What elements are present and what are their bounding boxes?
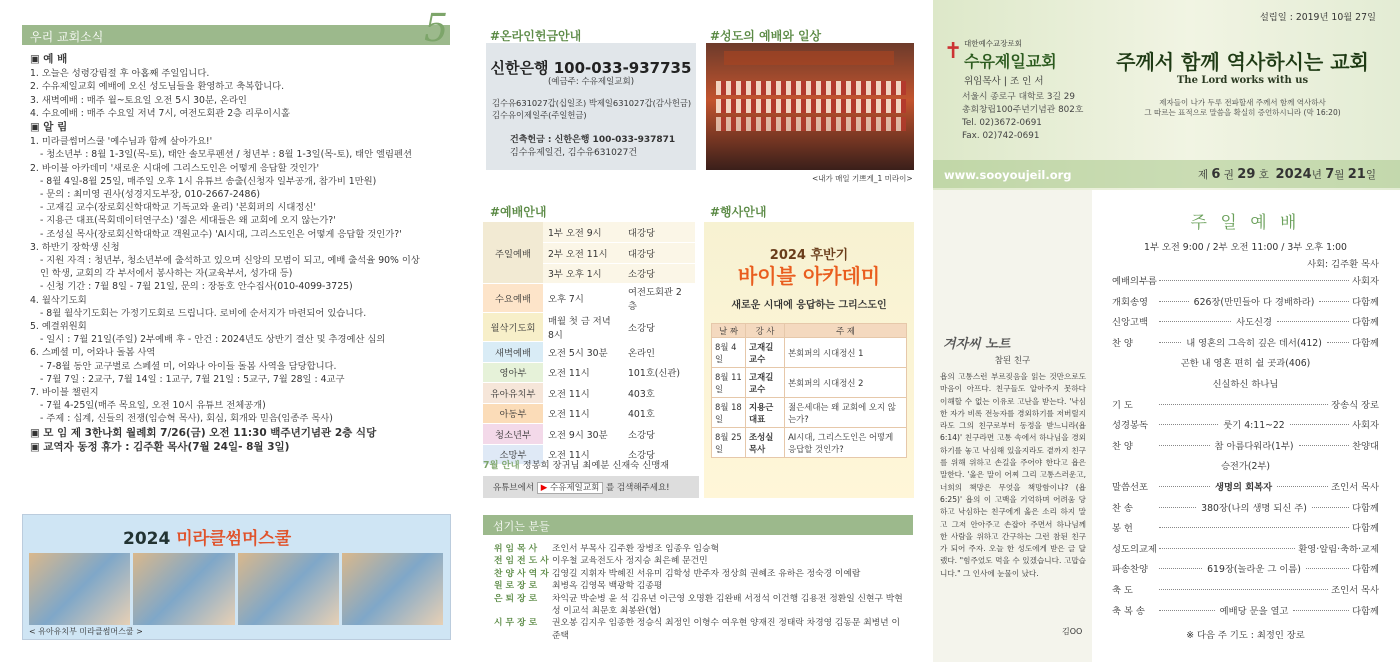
order-continuation: 곤한 내 영혼 편히 쉴 곳과(406) bbox=[1180, 358, 1311, 370]
schedule-date: 8월 4일 bbox=[712, 338, 746, 368]
schedule-row bbox=[712, 368, 907, 398]
order-leader: 조인서 목사 bbox=[1331, 481, 1380, 493]
news-line: - 일시 : 7월 21일(주일) 2부예배 후 - 안건 : 2024년도 상반기 결산 및 추경예산 심의 bbox=[40, 334, 386, 346]
worship-name: 월삭기도회 bbox=[483, 313, 543, 342]
order-name: 찬 양 bbox=[1112, 337, 1133, 349]
news-line: - 8월 4일-8월 25일, 매주일 오후 1시 유튜브 송출(신청자 일부공개, 참가비 1만원) bbox=[40, 175, 377, 187]
order-item bbox=[1112, 273, 1379, 294]
cross-icon: ✝ bbox=[944, 39, 963, 64]
servant-row bbox=[494, 568, 908, 580]
order-content: 참 아름다워라(1부) bbox=[1214, 440, 1294, 452]
order-name: 말씀선포 bbox=[1112, 481, 1148, 493]
worship-name: 주일예배 bbox=[483, 222, 543, 284]
event-title: #행사안내 bbox=[710, 205, 767, 219]
servant-names: 김영길 지휘자 박혜진 서유미 김학성 반주자 정상희 권혜조 유하은 정숙경 이예람 bbox=[552, 568, 861, 579]
worship-row bbox=[483, 342, 695, 363]
offering-notes: 김수유631027갑(십일조) 박제일631027갑(감사헌금) 김수유이제일주(주일헌금) bbox=[492, 98, 692, 120]
schedule-date: 8월 18일 bbox=[712, 398, 746, 428]
leader-dots bbox=[1159, 507, 1196, 508]
news-line: - 7월 4-25일(매주 목요일, 오전 10시 유튜브 전체공개) bbox=[40, 400, 266, 412]
order-content: 생명의 회복자 bbox=[1215, 481, 1273, 493]
order-name: 봉 헌 bbox=[1112, 523, 1133, 535]
worship-name: 영아부 bbox=[483, 362, 543, 383]
next-week-prayer: ※ 다음 주 기도 : 최정인 장로 bbox=[1186, 630, 1305, 641]
poster-title: 바이블 아카데미 bbox=[737, 264, 881, 288]
order-name: 예배의부름 bbox=[1112, 276, 1157, 287]
order-leader: 사회자 bbox=[1352, 276, 1379, 287]
worship-place: 소강당 bbox=[623, 313, 695, 342]
order-item bbox=[1112, 294, 1379, 315]
leader-dots bbox=[1159, 342, 1181, 343]
order-leader: 장송식 장로 bbox=[1331, 399, 1379, 411]
servant-row bbox=[494, 543, 908, 555]
news-line: - 7월 7일 : 2교구, 7월 14일 : 1교구, 7월 21일 : 5교구, 7월 28일 : 4교구 bbox=[40, 373, 345, 385]
worship-title: #예배안내 bbox=[490, 205, 547, 219]
order-name: 기 도 bbox=[1112, 399, 1133, 411]
servant-row bbox=[494, 593, 908, 618]
photo-caption: <내가 매일 기쁘게_1 미라이> bbox=[812, 174, 913, 183]
news-line: - 청소년부 : 8월 1-3일(목-토), 태안 솔모루펜션 / 청년부 : 8월 1-3일(목-토), 태안 엘림펜션 bbox=[40, 149, 412, 161]
leader-dots bbox=[1277, 321, 1349, 322]
order-name: 성도의교제 bbox=[1112, 543, 1157, 555]
order-leader: 다함께 bbox=[1352, 564, 1380, 576]
leader-dots bbox=[1159, 486, 1210, 487]
order-leader: 다함께 bbox=[1352, 337, 1379, 349]
worship-time: 오전 11시 bbox=[543, 383, 623, 404]
news-heading: ▣ 알 림 bbox=[30, 121, 460, 134]
order-name: 찬 양 bbox=[1112, 440, 1133, 452]
church-news bbox=[30, 52, 460, 455]
servant-row bbox=[494, 555, 908, 567]
worship-time: 2부 오전 11시 bbox=[543, 243, 623, 264]
order-name: 축 도 bbox=[1112, 584, 1133, 596]
order-item bbox=[1112, 376, 1379, 397]
issue-info: 제 6 권 29 호 2024년 7월 21일 bbox=[1197, 167, 1376, 182]
leader-dots bbox=[1159, 280, 1349, 281]
schedule-date: 8월 25일 bbox=[712, 428, 746, 458]
section-header bbox=[22, 25, 450, 45]
section-title: 우리 교회소식 bbox=[30, 30, 104, 44]
banner-caption: < 유아유치부 미라클썸머스쿨 > bbox=[29, 627, 143, 636]
news-heading: ▣ 모 임 제 3한나회 월례회 7/26(금) 오전 11:30 백주년기념관 2층 식당 bbox=[30, 427, 460, 440]
worship-name: 새벽예배 bbox=[483, 342, 543, 363]
leader-dots bbox=[1319, 301, 1349, 302]
order-item bbox=[1112, 500, 1379, 521]
news-heading: ▣ 예 배 bbox=[30, 53, 460, 66]
worship-time: 오전 9시 30분 bbox=[543, 424, 623, 445]
order-of-worship bbox=[1112, 273, 1379, 623]
schedule-date: 8월 11일 bbox=[712, 368, 746, 398]
youtube-notice: 유튜브에서 ▶ 수유제일교회 를 검색해주세요! bbox=[483, 476, 699, 498]
news-line: - 지원 자격 : 청년부, 청소년부에 출석하고 있으며 신앙의 모범이 되고, 예배 출석율 90% 이상 bbox=[40, 255, 420, 267]
news-line: 4. 수요예배 : 매주 수요일 저녁 7시, 여전도회관 2층 리루이시홀 bbox=[30, 107, 290, 119]
schedule-row bbox=[712, 338, 907, 368]
worship-row bbox=[483, 362, 695, 383]
order-item bbox=[1112, 458, 1379, 479]
worship-name: 수요예배 bbox=[483, 284, 543, 313]
order-item bbox=[1112, 335, 1379, 356]
order-content: 380장(나의 생명 되신 주) bbox=[1201, 502, 1307, 514]
schedule-topic: AI시대, 그리스도인은 어떻게 응답할 것인가? bbox=[785, 428, 907, 458]
news-line: 인 학생, 교회의 각 부서에서 봉사하는 자(교육부서, 성가대 등) bbox=[40, 268, 293, 280]
july-servants: 7월 안내 정봉희 장귀님 최예분 신재숙 신맹재 bbox=[483, 460, 670, 471]
founded-date: 설립일 : 2019년 10월 27일 bbox=[1259, 12, 1376, 23]
order-leader: 다함께 bbox=[1352, 296, 1380, 308]
order-leader: 다함께 bbox=[1352, 523, 1379, 535]
leader-dots bbox=[1159, 589, 1328, 590]
order-content: 626장(만민들아 다 경배하라) bbox=[1193, 296, 1315, 308]
worship-row bbox=[483, 313, 695, 342]
servant-role: 찬 양 사 역 자 bbox=[494, 568, 549, 579]
poster-subtitle: 2024 후반기 bbox=[769, 248, 849, 263]
servants-header: 섬기는 분들 bbox=[483, 515, 913, 535]
schedule-topic: 젊은세대는 왜 교회에 오지 않는가? bbox=[785, 398, 907, 428]
worship-time: 1부 오전 9시 bbox=[543, 222, 623, 243]
order-name: 성경봉독 bbox=[1112, 420, 1148, 432]
worship-row bbox=[483, 424, 695, 445]
worship-place: 대강당 bbox=[623, 222, 695, 243]
leader-dots bbox=[1159, 301, 1189, 302]
worship-place: 소강당 bbox=[623, 444, 695, 465]
photo-strip bbox=[29, 553, 443, 625]
servants-list bbox=[494, 543, 908, 642]
servant-names: 차익균 박순병 윤 석 김유년 이근영 오명환 김완배 서정석 이건행 김용전 정환일 신현구 박현성 이교석 최문호 최봉완(협) bbox=[552, 593, 903, 617]
leader-dots bbox=[1159, 527, 1349, 528]
order-content: 내 영혼의 그윽히 깊은 데서(412) bbox=[1186, 337, 1322, 349]
youtube-icon: ▶ bbox=[540, 483, 548, 493]
schedule-row bbox=[712, 428, 907, 458]
worship-name: 소망부 bbox=[483, 444, 543, 465]
worship-table bbox=[483, 222, 695, 465]
worship-name: 아동부 bbox=[483, 403, 543, 424]
leader-dots bbox=[1327, 342, 1349, 343]
leader-dots bbox=[1159, 321, 1231, 322]
news-line: 4. 월삭기도회 bbox=[30, 294, 87, 306]
schedule-topic: 본회퍼의 시대정신 2 bbox=[785, 368, 907, 398]
news-heading: ▣ 교역자 동정 휴가 : 김주환 목사(7월 24일- 8월 3일) bbox=[30, 441, 460, 454]
order-continuation: 신실하신 하나님 bbox=[1212, 378, 1279, 390]
schedule-row bbox=[712, 398, 907, 428]
news-line: 6. 스페셜 미, 어와나 돌봄 사역 bbox=[30, 347, 156, 359]
leader-dots bbox=[1159, 568, 1202, 569]
website-link[interactable]: www.sooyoujeil.org bbox=[944, 168, 1072, 182]
order-item bbox=[1112, 520, 1379, 541]
order-continuation: 승전가(2부) bbox=[1220, 461, 1271, 473]
servant-role: 원 로 장 로 bbox=[494, 581, 538, 592]
order-content: 예배당 문을 열고 bbox=[1219, 605, 1289, 617]
order-name: 파송찬양 bbox=[1112, 564, 1148, 576]
leader-dots bbox=[1290, 424, 1349, 425]
order-content: 619장(놀라운 그 이름) bbox=[1207, 564, 1301, 576]
news-line: 7. 바이블 챌린지 bbox=[30, 387, 99, 399]
worship-place: 401호 bbox=[623, 403, 695, 424]
worship-place: 101호(신관) bbox=[623, 362, 695, 383]
schedule-header: 날 짜 bbox=[712, 324, 746, 338]
schedule-speaker: 지용근 대표 bbox=[746, 398, 785, 428]
leader-dots bbox=[1159, 548, 1295, 549]
order-leader: 조인서 목사 bbox=[1331, 584, 1379, 596]
worship-time: 오후 7시 bbox=[543, 284, 623, 313]
worship-time: 오전 11시 bbox=[543, 444, 623, 465]
worship-row bbox=[483, 403, 695, 424]
news-line: - 고재길 교수(장로회신학대학교 기독교와 윤리) '본회퍼의 시대정신' bbox=[40, 202, 316, 214]
order-leader: 사회자 bbox=[1352, 420, 1379, 432]
servant-names: 최병옥 김영목 백광학 김종평 bbox=[552, 581, 663, 592]
news-line: 5. 예결위원회 bbox=[30, 321, 87, 333]
bible-academy-poster bbox=[704, 222, 914, 498]
worship-place: 대강당 bbox=[623, 243, 695, 264]
online-title: #온라인헌금안내 bbox=[490, 29, 582, 43]
leader-dots bbox=[1159, 404, 1328, 405]
order-item bbox=[1112, 541, 1379, 562]
leader-dots bbox=[1299, 445, 1350, 446]
worship-name: 유아유치부 bbox=[483, 383, 543, 404]
page-number: 5 bbox=[424, 6, 449, 50]
news-line: 3. 새벽예배 : 매주 월~토요일 오전 5시 30분, 온라인 bbox=[30, 94, 247, 106]
order-item bbox=[1112, 582, 1379, 603]
order-leader: 다함께 bbox=[1352, 317, 1380, 329]
news-line: - 8월 월삭기도회는 가정기도회로 드립니다. 로비에 순서지가 마련되어 있습니다. bbox=[40, 307, 367, 319]
worship-time: 3부 오후 1시 bbox=[543, 263, 623, 284]
worship-place: 온라인 bbox=[623, 342, 695, 363]
news-line: 2. 수유제일교회 예배에 오신 성도님들을 환영하고 축복합니다. bbox=[30, 81, 285, 93]
youtube-channel[interactable]: ▶ 수유제일교회 bbox=[537, 482, 604, 494]
note-signature: 김OO bbox=[1062, 627, 1083, 636]
order-item bbox=[1112, 438, 1379, 459]
leader-dots bbox=[1306, 568, 1349, 569]
servant-role: 위 임 목 사 bbox=[494, 544, 538, 554]
account-holder: (예금주: 수유제일교회) bbox=[547, 77, 635, 87]
schedule-speaker: 고재길 교수 bbox=[746, 368, 785, 398]
worship-name: 청소년부 bbox=[483, 424, 543, 445]
servant-names: 조인서 부목사 김주환 장병조 임종우 임승혁 bbox=[552, 544, 719, 554]
news-line: 1. 오늘은 성령강림절 후 아홉째 주일입니다. bbox=[30, 68, 210, 80]
order-item bbox=[1112, 355, 1379, 376]
news-line: - 7-8월 동안 교구별로 스페셜 미, 어와나 아이들 돌봄 사역을 담당합니다. bbox=[40, 360, 337, 372]
worship-place: 403호 bbox=[623, 383, 695, 404]
servant-names: 권오봉 김지우 임종한 정승식 최정인 이형수 여우현 양재진 정태락 차경영 김동문 최병년 이준택 bbox=[552, 618, 900, 641]
online-offering-box bbox=[486, 43, 696, 170]
church-logo: 대한예수교장로회 수유제일교회 위임목사 | 조 인 서 bbox=[964, 39, 1057, 87]
note-label: 겨자씨 노트 bbox=[943, 337, 1011, 352]
worship-place: 여전도회관 2층 bbox=[623, 284, 695, 313]
servant-role: 은 퇴 장 로 bbox=[494, 593, 538, 604]
worship-row bbox=[483, 222, 695, 243]
worship-row bbox=[483, 284, 695, 313]
schedule-header: 강 사 bbox=[746, 324, 785, 338]
order-name: 찬 송 bbox=[1112, 502, 1133, 514]
news-line: - 문의 : 최미영 권사(성경지도부장, 010-2667-2486) bbox=[40, 189, 260, 201]
order-item bbox=[1112, 561, 1379, 582]
order-name: 축 복 송 bbox=[1112, 605, 1145, 617]
worship-time: 오전 5시 30분 bbox=[543, 342, 623, 363]
schedule-speaker: 조성실 목사 bbox=[746, 428, 785, 458]
bank-account: 신한은행 100-033-937735 bbox=[490, 59, 692, 77]
building-offering: 건축헌금 : 신한은행 100-033-937871 김수유제일건, 김수유631027건 bbox=[510, 135, 676, 158]
order-content: 룻기 4:11~22 bbox=[1223, 420, 1285, 432]
note-title: 참된 친구 bbox=[994, 356, 1031, 366]
order-content: 사도신경 bbox=[1236, 317, 1272, 329]
worship-time: 오전 11시 bbox=[543, 362, 623, 383]
note-text: 욥의 고통스런 부르짖음을 읽는 것만으로도 마음이 아프다. 친구들도 알아주지 못하다 이해할 수 없는 이유로 고난을 받는다. '낙심한 자가 비록 전능자를 경외하기를 저버릴지라도 그의 친구로부터 동정을 받느니라(욥6:14)' 친구라면 고통 속에서 하나님을 경외하기를 놓고 낙심해 있을지라도 곁까지 친구를 위해 위하고 손길을 주어야 한다고 욥은 말한다. '옳은 말이 어찌 그리 고통스러운고, 너희의 책망은 무엇을 책망함이냐? (욥6:25)' 욥의 이 고백을 기억하며 어려움 당하고 낙심하는 친구에게 옳은 소리 하지 말고 그저 안아주고 손잡아 주면서 하나님께 한 사람을 위하고 간구하는 그런 참된 친구가 되어 주자. 오늘 한 성도에게 받은 글 달랬다. "힘주었도 먹을 수 있겠습니다. 고맙습니다." 그 인사에 눈물이 났다. bbox=[940, 372, 1086, 578]
servant-role: 시 무 장 로 bbox=[494, 618, 538, 629]
servant-row bbox=[494, 580, 908, 592]
news-line: 1. 미라클썸머스쿨 '예수님과 함께 살아가요!' bbox=[30, 136, 213, 148]
worship-row bbox=[483, 383, 695, 404]
news-line: - 주제 : 십계, 신들의 전쟁(임승혁 목사), 회심, 회개와 믿음(임종주 목사) bbox=[40, 413, 333, 425]
schedule-speaker: 고재길 교수 bbox=[746, 338, 785, 368]
order-item bbox=[1112, 314, 1379, 335]
poster-theme: 새로운 시대에 응답하는 그리스도인 bbox=[731, 300, 887, 311]
order-item bbox=[1112, 479, 1379, 500]
leader-dots bbox=[1159, 445, 1210, 446]
banner-title: 2024 미라클썸머스쿨 bbox=[123, 529, 292, 549]
news-line: 2. 바이블 아카데미 '새로운 시대에 그리스도인은 어떻게 응답할 것인가' bbox=[30, 162, 320, 174]
servant-role: 전 임 전 도 사 bbox=[494, 556, 549, 567]
church-motto: 주께서 함께 역사하시는 교회 The Lord works with us 제자들이 나가 두루 전파할새 주께서 함께 역사하사 그 따르는 표적으로 말씀을 확실히 증언하시니라 (막 16:20) bbox=[1116, 50, 1369, 117]
worship-time: 오전 11시 bbox=[543, 403, 623, 424]
order-leader: 다함께 bbox=[1352, 502, 1380, 514]
leader-dots bbox=[1159, 424, 1218, 425]
order-leader: 환영·알림·축하·교제 bbox=[1298, 543, 1379, 555]
leader-dots bbox=[1293, 610, 1349, 611]
servant-row bbox=[494, 617, 908, 642]
worship-place: 소강당 bbox=[623, 424, 695, 445]
academy-schedule bbox=[711, 323, 907, 458]
summer-school-banner bbox=[22, 514, 451, 640]
servant-names: 이우철 교육전도사 정지승 최은혜 문건민 bbox=[552, 556, 708, 567]
order-item bbox=[1112, 603, 1379, 624]
order-name: 신앙고백 bbox=[1112, 317, 1148, 329]
news-line: - 조성실 목사(장로회신학대학교 객원교수) 'AI시대, 그리스도인은 어떻게 응답할 것인가?' bbox=[40, 228, 402, 240]
leader-dots bbox=[1312, 507, 1349, 508]
worship-time: 매월 첫 금 저녁 8시 bbox=[543, 313, 623, 342]
order-item bbox=[1112, 417, 1379, 438]
schedule-header: 주 제 bbox=[785, 324, 907, 338]
leader-dots bbox=[1159, 610, 1215, 611]
news-line: - 지용근 대표(목회데이터연구소) '젊은 세대들은 왜 교회에 오지 않는가?' bbox=[40, 215, 336, 227]
order-item bbox=[1112, 397, 1379, 418]
church-address: 서울시 종로구 대학로 3길 29 총회창립100주년기념관 802호 Tel. 02)3672-0691 Fax. 02)742-0691 bbox=[962, 92, 1084, 141]
order-leader: 다함께 bbox=[1352, 605, 1380, 617]
news-line: 3. 하반기 장학생 신청 bbox=[30, 241, 120, 253]
worship-place: 소강당 bbox=[623, 263, 695, 284]
gallery-title: #성도의 예배와 일상 bbox=[710, 29, 822, 43]
order-name: 개회송영 bbox=[1112, 296, 1148, 308]
schedule-topic: 본회퍼의 시대정신 1 bbox=[785, 338, 907, 368]
order-leader: 찬양대 bbox=[1352, 440, 1380, 452]
leader-dots bbox=[1277, 486, 1328, 487]
service-header: 주 일 예 배 1부 오전 9:00 / 2부 오전 11:00 / 3부 오후 1:00 사회: 김주환 목사 bbox=[1144, 213, 1379, 270]
news-line: - 신청 기간 : 7월 8일 - 7월 21일, 문의 : 장동호 안수집사(010-4099-3725) bbox=[40, 281, 353, 293]
choir-photo bbox=[706, 43, 914, 170]
